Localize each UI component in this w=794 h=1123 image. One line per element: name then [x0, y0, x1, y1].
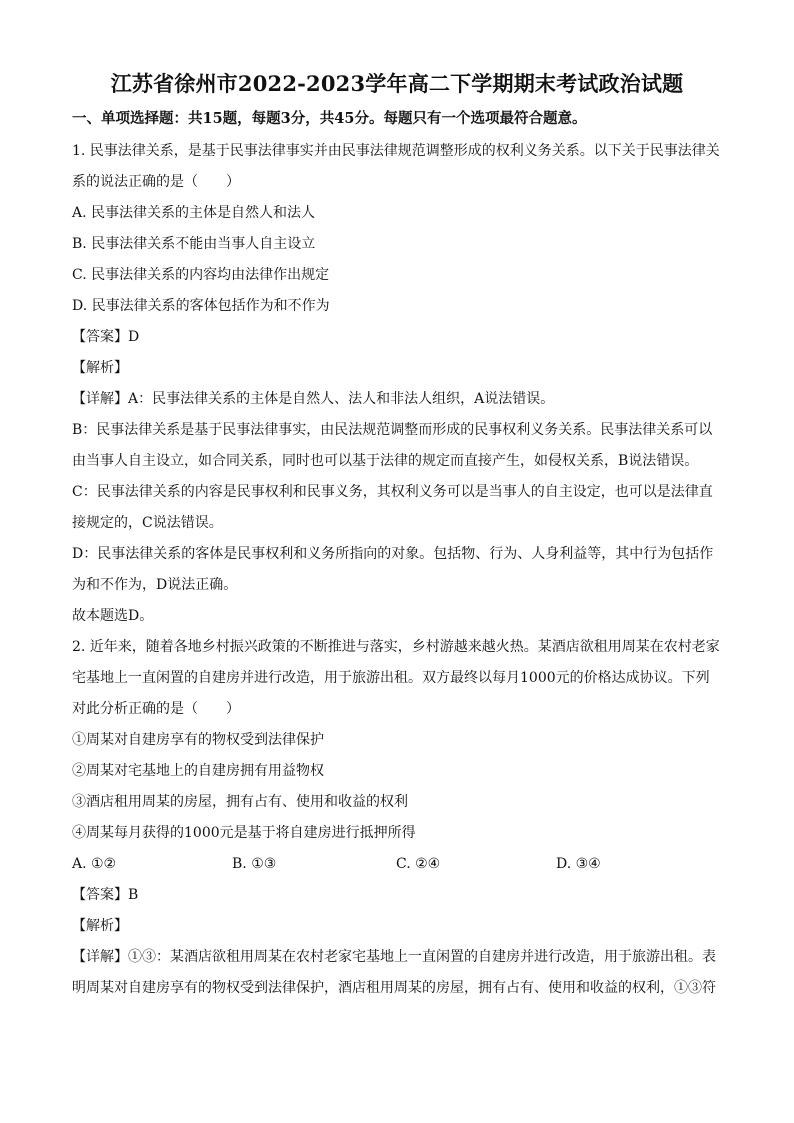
q1-option-a: A. 民事法律关系的主体是自然人和法人 [72, 205, 316, 221]
q2-statement-2: ②周某对宅基地上的自建房拥有用益物权 [72, 763, 324, 779]
q2-stem-line-3: 对此分析正确的是（ ） [72, 701, 240, 717]
q1-detail-line-6: D：民事法律关系的客体是民事权利和义务所指向的对象。包括物、行为、人身利益等，其中行为包括作 [72, 546, 714, 562]
q1-detail-line-4: C：民事法律关系的内容是民事权利和民事义务，其权利义务可以是当事人的自主设定，也可以是法律直 [72, 484, 713, 500]
q1-option-c: C. 民事法律关系的内容均由法律作出规定 [72, 267, 330, 283]
q2-stem-line-1: 2. 近年来，随着各地乡村振兴政策的不断推进与落实，乡村游越来越火热。某酒店欲租用周某在农村老家 [72, 639, 720, 655]
q2-statement-1: ①周某对自建房享有的物权受到法律保护 [72, 732, 324, 748]
q1-detail-line-7: 为和不作为，D说法正确。 [72, 577, 238, 593]
q1-stem-line-1: 1. 民事法律关系，是基于民事法律事实并由民事法律规范调整形成的权利义务关系。以下关于民事法律关 [72, 143, 720, 159]
q1-analysis-label: 【解析】 [72, 360, 128, 376]
q1-detail-line-2: B：民事法律关系是基于民事法律事实，由民法规范调整而形成的民事权利义务关系。民事法律关系可以 [72, 422, 713, 438]
q1-detail-line-5: 接规定的，C说法错误。 [72, 515, 223, 531]
q2-answer: 【答案】B [72, 887, 139, 903]
q2-stem-line-2: 宅基地上一直闲置的自建房并进行改造，用于旅游出租。双方最终以每月1000元的价格达成协议。下列 [72, 670, 710, 686]
q2-option-a: A. ①② [72, 856, 117, 872]
section-heading: 一、单项选择题：共15题，每题3分，共45分。每题只有一个选项最符合题意。 [72, 110, 587, 127]
q2-detail-line-2: 明周某对自建房享有的物权受到法律保护，酒店租用周某的房屋，拥有占有、使用和收益的权利，①③符 [72, 980, 716, 996]
q2-detail-line-1: 【详解】①③：某酒店欲租用周某在农村老家宅基地上一直闲置的自建房并进行改造，用于旅游出租。表 [72, 949, 716, 965]
q1-detail-line-3: 由当事人自主设立，如合同关系，同时也可以基于法律的规定而直接产生，如侵权关系，B说法错误。 [72, 453, 699, 469]
page-title: 江苏省徐州市2022-2023学年高二下学期期末考试政治试题 [110, 71, 684, 96]
q1-answer: 【答案】D [72, 329, 140, 345]
q2-analysis-label: 【解析】 [72, 918, 128, 934]
q1-option-d: D. 民事法律关系的客体包括作为和不作为 [72, 298, 330, 314]
q1-option-b: B. 民事法律关系不能由当事人自主设立 [72, 236, 316, 252]
q2-statement-4: ④周某每月获得的1000元是基于将自建房进行抵押所得 [72, 825, 416, 841]
q2-options-row [72, 855, 722, 873]
q1-detail-line-1: 【详解】A：民事法律关系的主体是自然人、法人和非法人组织，A说法错误。 [72, 391, 555, 407]
q1-conclusion: 故本题选D。 [72, 608, 154, 624]
q2-option-d: D. ③④ [556, 856, 601, 872]
q2-option-b: B. ①③ [232, 856, 277, 872]
q2-option-c: C. ②④ [396, 856, 441, 872]
q1-stem-line-2: 系的说法正确的是（ ） [72, 174, 240, 190]
q2-statement-3: ③酒店租用周某的房屋，拥有占有、使用和收益的权利 [72, 794, 408, 810]
